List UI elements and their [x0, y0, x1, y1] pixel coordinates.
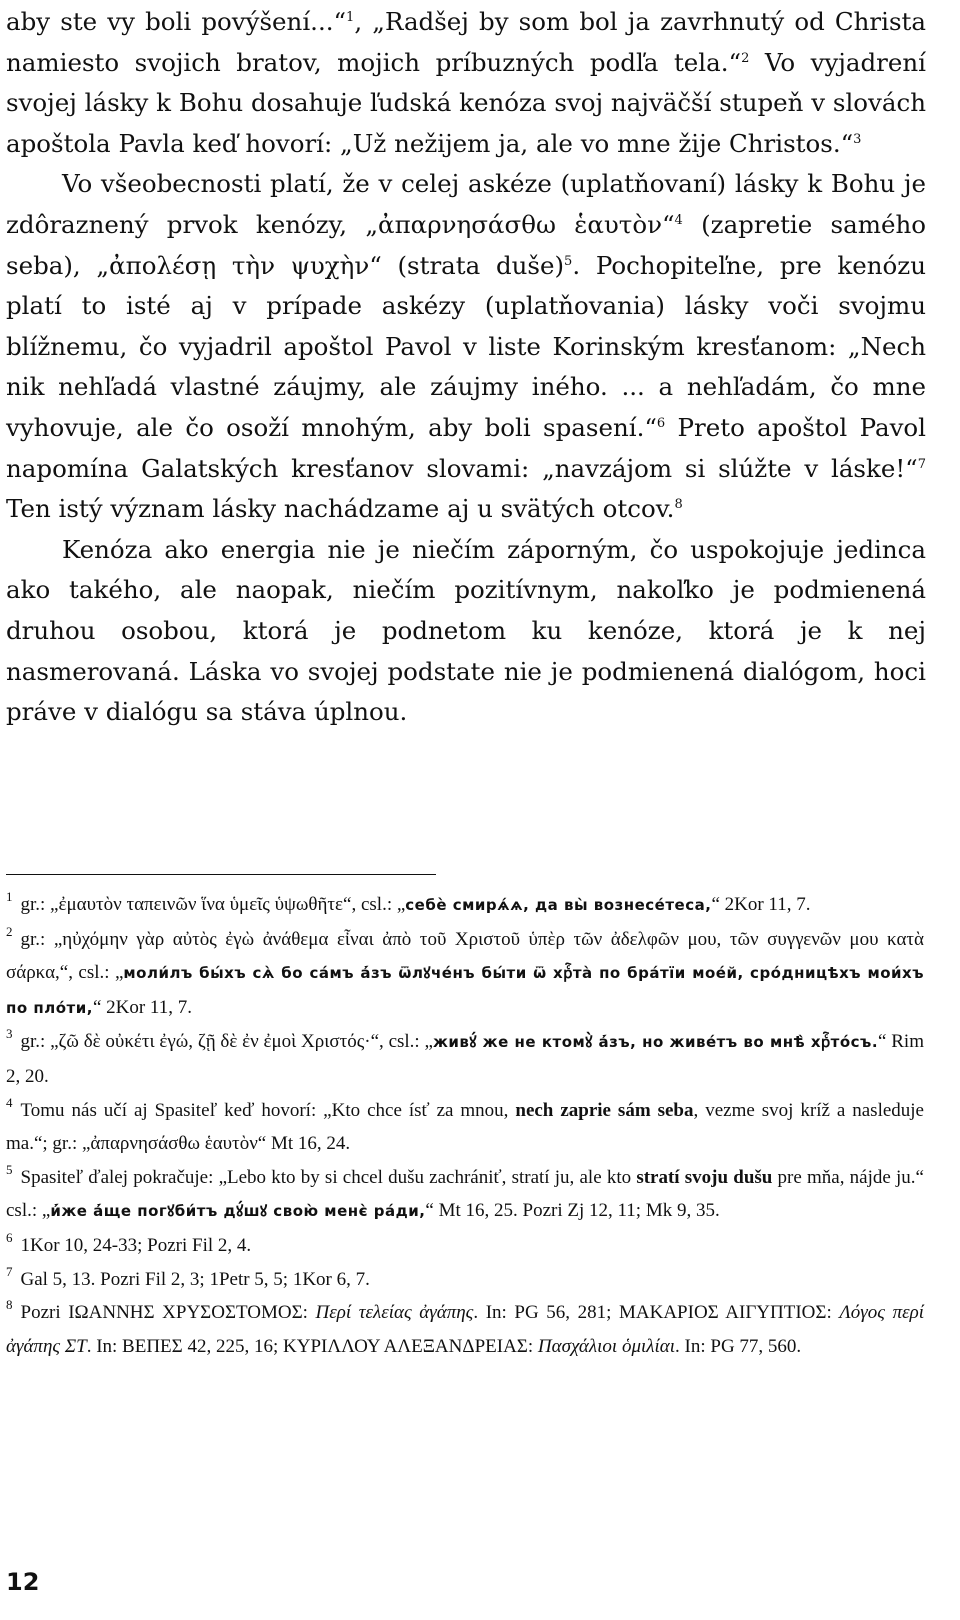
footnote-1: $^1$ gr.: „ἐμαυτὸν ταπεινῶν ἵνα ὑμεῖς ὑψωθῆτε“, csl.: „себѐ смирѧ́ѧ, да вы̀ вознесе́теса,“ 2Kor 11, 7.	[6, 889, 811, 915]
church-slavonic-text: живꙋ́ же не ктомꙋ̀ а҆́зъ, но живе́тъ во мнѣ̀ хрⷭ҇то́съ.	[432, 1033, 879, 1052]
church-slavonic-text: себѐ смирѧ́ѧ, да вы̀ вознесе́теса,	[405, 896, 712, 914]
footnote-number: 2	[6, 923, 13, 939]
footnote-ref-2[interactable]: 2	[741, 50, 750, 66]
church-slavonic-text: моли́лъ бы́хъ сѧ̀ бо са́мъ а҆́зъ ѿлꙋче́нъ бы́ти ѿ хрⷭ҇та̀ по бра́тїи мое́й, сро́дницѣхъ мои́хъ по пло́ти,	[6, 964, 925, 1017]
footnote-ref-8[interactable]: 8	[674, 497, 683, 513]
footnote-2: $^2$ gr.: „ηὐχόμην γὰρ αὐτὸς ἐγὼ ἀνάθεμα εἶναι ἀπὸ τοῦ Χριστοῦ ὑπὲρ τῶν ἀδελφῶν μου, τῶν συγγενῶν μου κατὰ σάρκα,“, csl.: „моли́лъ бы́хъ сѧ̀ бо са́мъ а҆́зъ ѿлꙋче́нъ бы́ти ѿ хрⷭ҇та̀ по бра́тїи мое́й, сро́дницѣхъ мои́хъ по пло́ти,“ 2Kor 11, 7.	[6, 923, 925, 1018]
footnote-ref-5[interactable]: 5	[564, 253, 573, 269]
footnote-6: $^6$ 1Kor 10, 24-33; Pozri Fil 2, 4.	[6, 1229, 252, 1256]
paragraph-3: Kenóza ako energia nie je niečím záporným, čo uspokojuje jedinca ako takého, ale naopak, niečím pozitívnym, nakoľko je podmienená druhou osobou, ktorá je podnetom ku kenóze, ktorá je k nej nasmerovaná. Láska vo svojej podstate nie je podmienená dialógom, hoci práve v dialógu sa stáva úplnou.	[6, 534, 926, 727]
footnote-ref-1[interactable]: 1	[346, 10, 355, 25]
footnote-number: 3	[6, 1026, 13, 1042]
work-title: Λόγος περί ἀγάπης ΣΤ	[6, 1302, 924, 1357]
work-title: Πασχάλιοι ὁμιλίαι	[537, 1335, 676, 1357]
footnote-3: $^3$ gr.: „ζῶ δὲ οὐκέτι ἐγώ, ζῇ δὲ ἐν ἐμοὶ Χριστός·“, csl.: „живꙋ́ же не ктомꙋ̀ а҆́зъ, но живе́тъ во мнѣ̀ хрⷭ҇то́съ.“ Rim 2, 20.	[6, 1026, 924, 1087]
footnote-7: $^7$ Gal 5, 13. Pozri Fil 2, 3; 1Petr 5, 5; 1Kor 6, 7.	[6, 1263, 370, 1290]
work-title: Περί τελείας ἀγάπης	[315, 1302, 474, 1324]
footnote-ref-3[interactable]: 3	[853, 131, 862, 147]
footnote-ref-7[interactable]: 7	[917, 456, 926, 472]
bold-phrase: stratí svoju dušu	[636, 1166, 773, 1188]
footnote-number: 7	[6, 1263, 13, 1279]
paragraph-2: Vo všeobecnosti platí, že v celej askéze (uplatňovaní) lásky k Bohu je zdôraznený prvok kenózy, „ἀπαρνησάσθω ἑαυτὸν“$^4$ (zapretie samého seba), „ἀπολέσῃ τὴν ψυχὴν“ (strata duše)$^5$. Pochopiteľne, pre kenózu platí to isté aj v prípade askézy (uplatňovania) lásky voči svojmu blížnemu, čo vyjadril apoštol Pavol v liste Korinským kresťanom: „Nech nik nehľadá vlastné záujmy, ale záujmy iného. ... a nehľadám, čo mne vyhovuje, ale čo osoží mnohým, aby boli spasení.“$^6$ Preto apoštol Pavol napomína Galatských kresťanov slovami: „navzájom si slúžte v láske!“$^7$ Ten istý význam lásky nachádzame aj u svätých otcov.$^8$	[6, 169, 926, 524]
footnote-8: $^8$ Pozri ΙΩΑΝΝΗΣ ΧΡΥΣΟΣΤΟΜΟΣ: Περί τελείας ἀγάπης. In: PG 56, 281; ΜΑΚΑΡΙΟΣ ΑΙΓΥΠΤΙΟΣ: Λόγος περί ἀγάπης ΣΤ. In: ΒΕΠΕΣ 42, 225, 16; ΚΥΡΙΛΛΟΥ ΑΛΕΞΑΝΔΡΕΙΑΣ: Πασχάλιοι ὁμιλίαι. In: PG 77, 560.	[6, 1297, 924, 1357]
church-slavonic-text: и҆́же а҆́ще погꙋби́тъ дꙋ́шꙋ свою̀ менє̀ ра́ди,	[50, 1202, 426, 1221]
footnote-number: 1	[6, 889, 13, 904]
footnote-number: 6	[6, 1229, 13, 1245]
footnote-4: $^4$ Tomu nás učí aj Spasiteľ keď hovorí: „Kto chce ísť za mnou, nech zaprie sám seba, vezme svoj kríž a nasleduje ma.“; gr.: „ἀπαρνησάσθω ἑαυτὸν“ Mt 16, 24.	[6, 1094, 924, 1155]
footnote-ref-6[interactable]: 6	[656, 415, 666, 431]
bold-phrase: nech zaprie sám seba	[515, 1099, 694, 1121]
page-number: 12	[6, 1568, 40, 1596]
footnote-number: 4	[6, 1094, 13, 1110]
footnotes	[6, 888, 924, 1363]
footnote-separator	[6, 874, 436, 875]
footnote-number: 5	[6, 1161, 13, 1177]
footnote-number: 8	[6, 1297, 13, 1313]
paragraph-1: aby ste vy boli povýšení...“$^1$, „Radšej by som bol ja zavrhnutý od Christa namiesto svojich bratov, mojich príbuzných podľa tela.“$^2$ Vo vyjadrení svojej lásky k Bohu dosahuje ľudská kenóza svoj najväčší stupeň v slovách apoštola Pavla keď hovorí: „Už nežijem ja, ale vo mne žije Christos.“$^3$	[6, 7, 927, 158]
main-text	[6, 2, 926, 733]
footnote-5: $^5$ Spasiteľ ďalej pokračuje: „Lebo kto by si chcel dušu zachrániť, stratí ju, ale kto stratí svoju dušu pre mňa, nájde ju.“ csl.: „и҆́же а҆́ще погꙋби́тъ дꙋ́шꙋ свою̀ менє̀ ра́ди,“ Mt 16, 25. Pozri Zj 12, 11; Mk 9, 35.	[6, 1161, 924, 1222]
footnote-ref-4[interactable]: 4	[674, 212, 683, 228]
